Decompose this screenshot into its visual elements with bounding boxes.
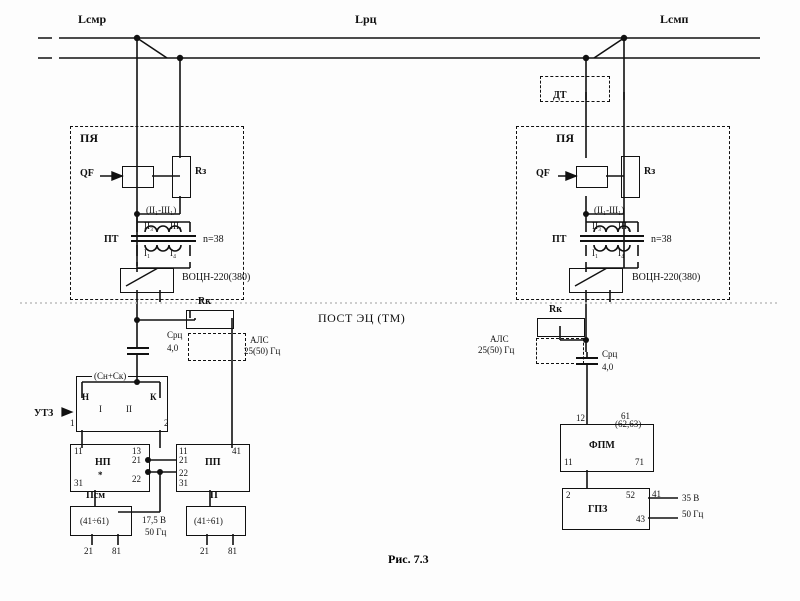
- right-als-line2: 25(50) Гц: [478, 345, 515, 355]
- right-pt-top-windings: (II₁-III₁): [594, 205, 625, 215]
- ut3-h-label: Н: [82, 392, 90, 402]
- right-rk-label: Rк: [549, 304, 562, 315]
- fpm-term-61: 61: [621, 411, 630, 421]
- fpm-term-6263: (62,63): [615, 419, 642, 429]
- left-pt-term-II3: II₃: [144, 221, 154, 231]
- right-qf-body: [576, 166, 608, 188]
- np-term-13: 13: [132, 446, 141, 456]
- left-pt-term-I4: I₄: [170, 248, 177, 258]
- right-crc-label: Cрц: [602, 349, 618, 359]
- left-als-box: [188, 333, 246, 361]
- right-pt-term-I4: I₄: [618, 248, 625, 258]
- supply-frequency: 50 Гц: [145, 527, 167, 537]
- pp-term-41: 41: [232, 446, 241, 456]
- fpm-label: ФПМ: [589, 440, 615, 451]
- psm-label: Псм: [86, 490, 106, 501]
- pp-term-31: 31: [179, 478, 188, 488]
- ut3-term-2: 2: [164, 418, 169, 428]
- np-term-31: 31: [74, 478, 83, 488]
- pp-relay-label: ПП: [205, 457, 221, 468]
- psm-term-21: 21: [84, 546, 93, 556]
- right-vocn-body: [569, 268, 623, 293]
- np-term-11: 11: [74, 446, 83, 456]
- ut3-cnck-label: (Cн+Cк): [94, 371, 127, 381]
- right-als-box: [536, 338, 584, 364]
- left-rk-label: Rк: [198, 296, 211, 307]
- left-ratio-label: n=38: [203, 234, 224, 245]
- right-crc-value: 4,0: [602, 362, 614, 372]
- ut3-sect-II: II: [126, 404, 132, 414]
- pp-term-21: 21: [179, 455, 188, 465]
- fpm-term-11: 11: [564, 457, 573, 467]
- pp-term-22: 22: [179, 468, 188, 478]
- right-pya-title: ПЯ: [556, 131, 574, 145]
- right-pt-term-III1: III₁: [618, 221, 631, 231]
- gp3-output-voltage: 35 В: [682, 493, 700, 503]
- right-pt-label: ПТ: [552, 234, 567, 245]
- right-rz-resistor: [621, 156, 640, 198]
- ut3-label: УТЗ: [34, 408, 54, 419]
- left-pt-term-I1: I₁: [144, 248, 151, 258]
- left-rz-resistor: [172, 156, 191, 198]
- left-crc-value: 4,0: [167, 343, 179, 353]
- right-rk-resistor: [537, 318, 585, 337]
- right-ratio-label: n=38: [651, 234, 672, 245]
- np-polarity-star: *: [98, 470, 103, 480]
- left-vocn-label: ВОЦН-220(380): [182, 272, 251, 283]
- ut3-term-1: 1: [70, 418, 75, 428]
- ut3-sect-I: I: [99, 404, 102, 414]
- left-pya-title: ПЯ: [80, 131, 98, 145]
- p-term-21: 21: [200, 546, 209, 556]
- gp3-output-frequency: 50 Гц: [682, 509, 704, 519]
- p-term-81: 81: [228, 546, 237, 556]
- right-pt-term-I1: I₁: [592, 248, 599, 258]
- psm-range: (41÷61): [80, 516, 109, 526]
- left-crc-label: Cрц: [167, 330, 183, 340]
- left-pt-label: ПТ: [104, 234, 119, 245]
- label-lsmr: Lсмр: [78, 12, 107, 26]
- right-rz-label: Rз: [644, 166, 656, 177]
- right-qf-label: QF: [536, 168, 550, 179]
- ut3-body: [76, 376, 168, 432]
- right-als-line1: АЛС: [490, 334, 509, 344]
- np-term-22: 22: [132, 474, 141, 484]
- ut3-k-label: К: [150, 392, 157, 402]
- left-qf-body: [122, 166, 154, 188]
- left-pt-term-III1: III₁: [170, 221, 183, 231]
- left-pt-top-windings: (II₁-III₁): [146, 205, 177, 215]
- left-qf-label: QF: [80, 168, 94, 179]
- left-rk-resistor: [186, 310, 234, 329]
- gp3-term-43: 43: [636, 514, 645, 524]
- supply-voltage: 17,5 В: [142, 515, 167, 525]
- pp-term-11: 11: [179, 446, 188, 456]
- left-als-line1: АЛС: [250, 335, 269, 345]
- post-ec-label: ПОСТ ЭЦ (ТМ): [318, 311, 406, 325]
- figure-caption: Рис. 7.3: [388, 552, 429, 566]
- gp3-term-41: 41: [652, 489, 661, 499]
- dt-box: [540, 76, 610, 102]
- p-range: (41÷61): [194, 516, 223, 526]
- label-lsmp: Lсмп: [660, 12, 689, 26]
- dt-label: ДТ: [553, 90, 567, 101]
- right-pt-term-II3: II₃: [592, 221, 602, 231]
- np-relay-label: НП: [95, 457, 111, 468]
- fpm-term-71: 71: [635, 457, 644, 467]
- gp3-term-52: 52: [626, 490, 635, 500]
- left-vocn-body: [120, 268, 174, 293]
- gp3-term-2: 2: [566, 490, 571, 500]
- np-term-21: 21: [132, 455, 141, 465]
- label-lrc: Lрц: [355, 12, 377, 26]
- left-rz-label: Rз: [195, 166, 207, 177]
- fpm-term-12: 12: [576, 413, 585, 423]
- psm-term-81: 81: [112, 546, 121, 556]
- left-als-line2: 25(50) Гц: [244, 346, 281, 356]
- right-vocn-label: ВОЦН-220(380): [632, 272, 701, 283]
- gp3-label: ГПЗ: [588, 504, 608, 515]
- p-label: П: [210, 490, 218, 501]
